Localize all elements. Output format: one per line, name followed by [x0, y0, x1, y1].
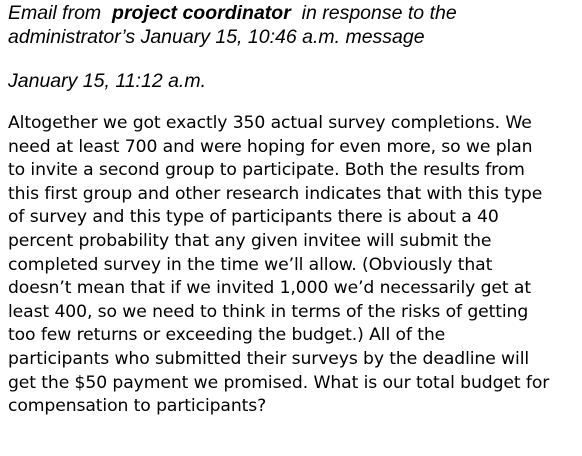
body-line: participants who submitted their surveys by the deadline will	[8, 348, 530, 369]
email-body	[8, 112, 578, 419]
body-line: doesn’t mean that if we invited 1,000 we’d necessarily get at	[8, 278, 531, 299]
body-line: Altogether we got exactly 350 actual survey completions. We	[8, 113, 532, 133]
body-line: too few returns or exceeding the budget.) All of the	[8, 325, 446, 346]
body-line: compensation to participants?	[8, 396, 267, 417]
sender-name: project coordinator	[112, 2, 291, 24]
body-line: least 400, so we need to think in terms of the risks of getting	[8, 301, 529, 322]
body-line: need at least 700 and were hoping for even more, so we plan	[8, 136, 533, 157]
header-prefix: Email from	[8, 2, 102, 24]
body-line: completed survey in the time we’ll allow. (Obviously that	[8, 254, 493, 275]
body-line: of survey and this type of participants there is about a 40	[8, 207, 499, 228]
body-line: this first group and other research indicates that with this type	[8, 183, 543, 204]
email-timestamp: January 15, 11:12 a.m.	[8, 70, 207, 92]
email-message	[8, 0, 578, 419]
body-line: get the $50 payment we promised. What is our total budget for	[8, 372, 550, 393]
header-suffix: in response to the	[301, 2, 457, 24]
body-line: percent probability that any given invitee will submit the	[8, 230, 492, 251]
email-header-line-2: administrator’s January 15, 10:46 a.m. message	[8, 26, 425, 48]
email-header-line-1	[8, 1, 578, 25]
body-line: to invite a second group to participate. Both the results from	[8, 160, 525, 181]
